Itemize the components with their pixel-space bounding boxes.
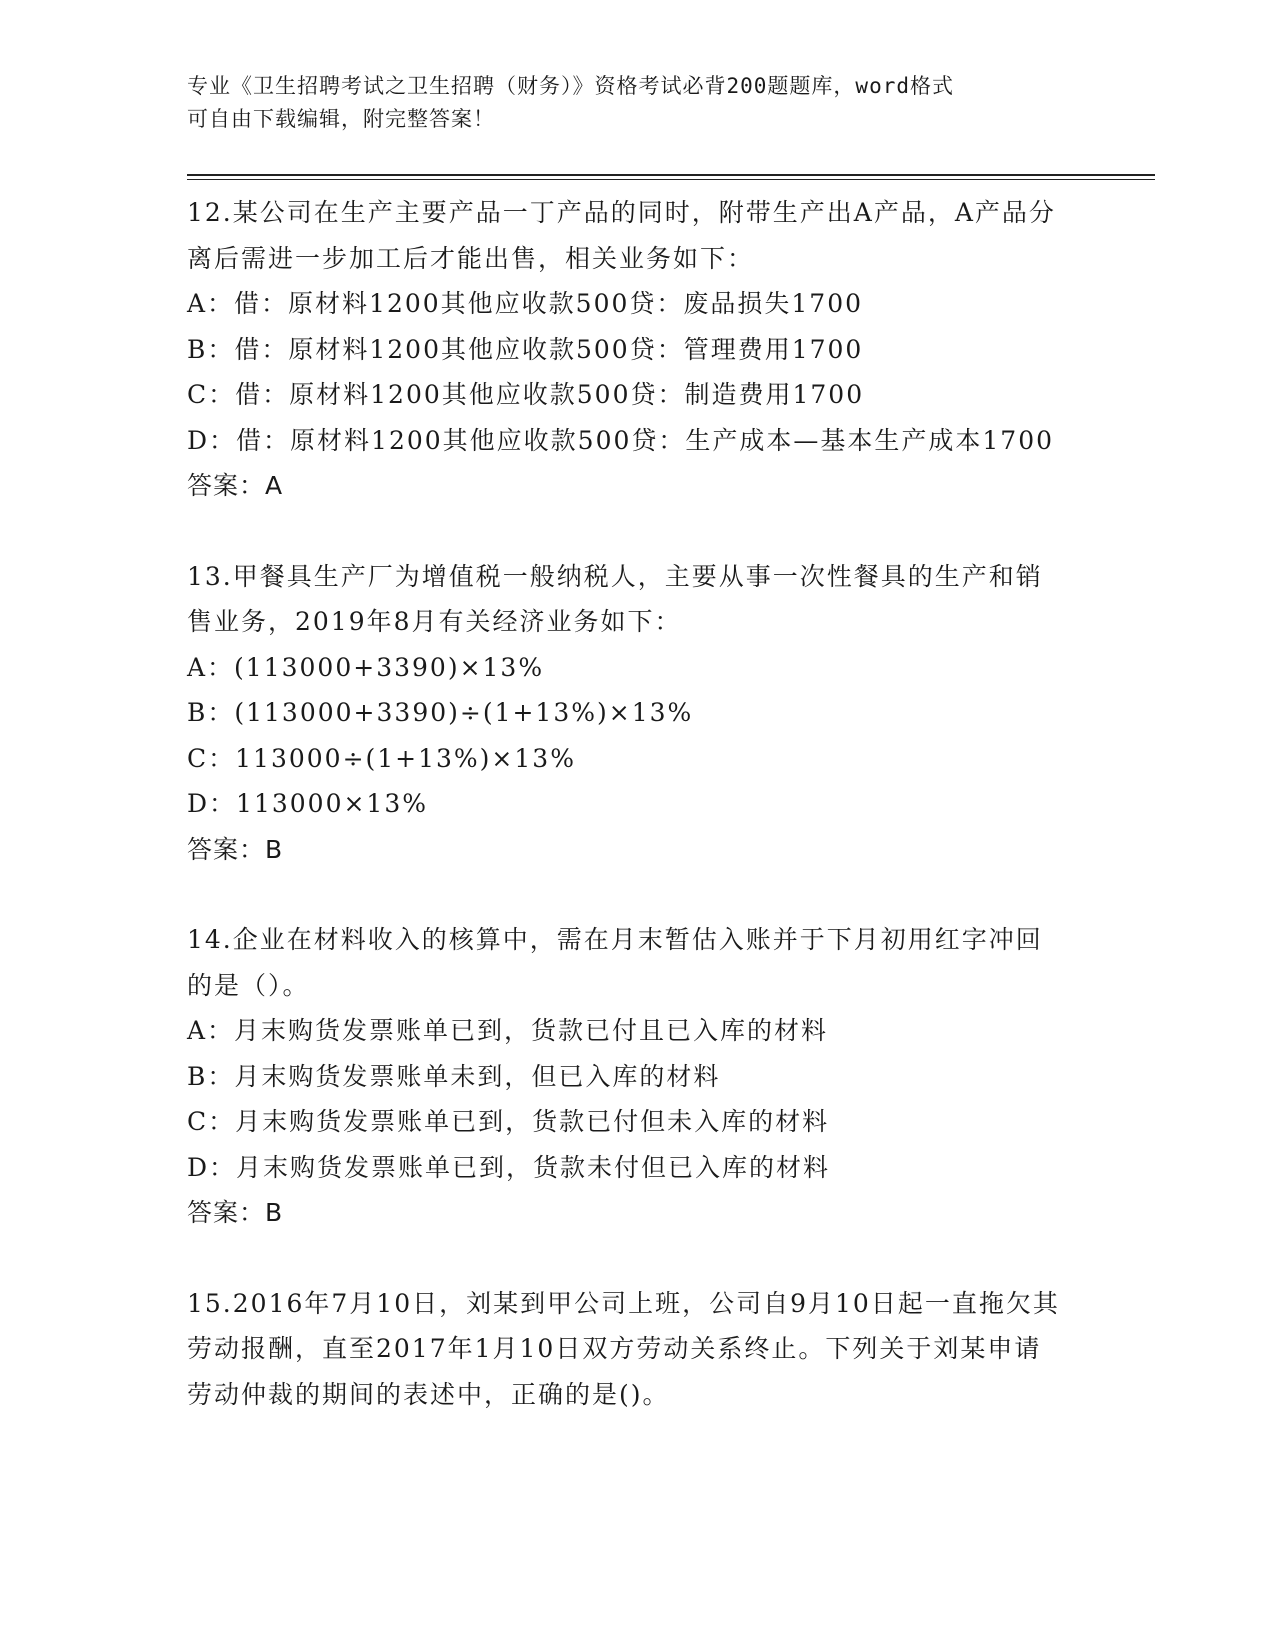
question-stem: 15.2016年7月10日，刘某到甲公司上班，公司自9月10日起一直拖欠其劳动报酬，直至2017年1月10日双方劳动关系终止。下列关于刘某申请劳动仲裁的期间的表述中，正确的是()。	[187, 1288, 1060, 1409]
option-d: D：113000×13%	[187, 789, 428, 818]
question-stem: 14.企业在材料收入的核算中，需在月末暂估入账并于下月初用红字冲回的是（）。	[187, 925, 1043, 1000]
option-a: A：借：原材料1200其他应收款500贷：废品损失1700	[187, 289, 864, 318]
option-c: C：113000÷(1+13%)×13%	[187, 743, 576, 773]
option-b: B：月末购货发票账单未到，但已入库的材料	[187, 1061, 721, 1091]
question-13	[187, 554, 1067, 873]
option-d: D：借：原材料1200其他应收款500贷：生产成本—基本生产成本1700	[187, 425, 1055, 455]
question-stem: 12.某公司在生产主要产品一丁产品的同时，附带生产出A产品，A产品分离后需进一步加工后才能出售，相关业务如下：	[187, 198, 1056, 273]
document-header	[187, 70, 1067, 136]
question-stem: 13.甲餐具生产厂为增值税一般纳税人，主要从事一次性餐具的生产和销售业务，2019年8月有关经济业务如下：	[187, 561, 1043, 636]
document-page	[187, 70, 1157, 1417]
question-14	[187, 917, 1067, 1236]
option-b: B：借：原材料1200其他应收款500贷：管理费用1700	[187, 334, 864, 364]
answer-label: 答案：B	[187, 834, 284, 864]
question-15	[187, 1281, 1067, 1418]
question-12	[187, 190, 1067, 509]
option-b: B：(113000+3390)÷(1+13%)×13%	[187, 698, 694, 727]
answer-label: 答案：B	[187, 1198, 284, 1227]
option-d: D：月末购货发票账单已到，货款未付但已入库的材料	[187, 1152, 831, 1182]
option-a: A：月末购货发票账单已到，货款已付且已入库的材料	[187, 1016, 829, 1045]
answer-label: 答案：A	[187, 471, 284, 500]
header-line-2: 可自由下载编辑，附完整答案！	[187, 107, 495, 131]
option-a: A：(113000+3390)×13%	[187, 652, 545, 682]
header-divider	[187, 174, 1155, 180]
header-line-1: 专业《卫生招聘考试之卫生招聘（财务）》资格考试必背200题题库，word格式	[187, 74, 954, 98]
option-c: C：借：原材料1200其他应收款500贷：制造费用1700	[187, 380, 865, 409]
option-c: C：月末购货发票账单已到，货款已付但未入库的材料	[187, 1107, 830, 1136]
